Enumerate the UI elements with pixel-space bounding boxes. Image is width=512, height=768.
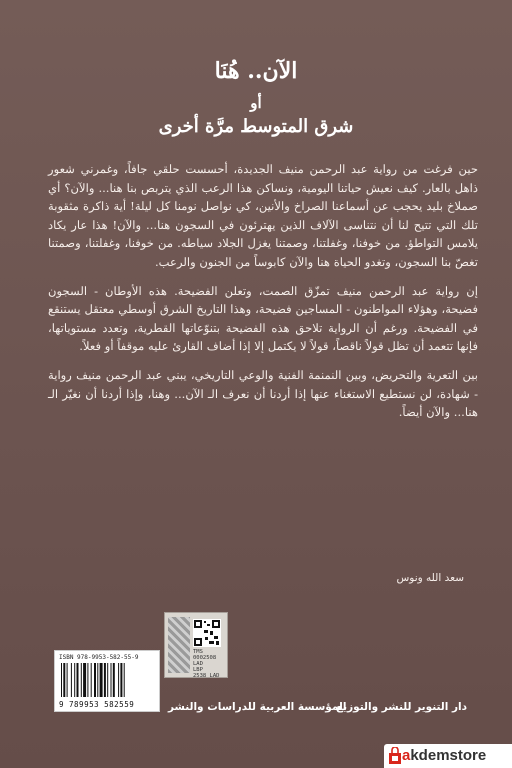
barcode-bar — [120, 663, 122, 697]
book-subtitle: شرق المتوسط مرَّة أخرى — [158, 116, 354, 137]
barcode-bar — [97, 663, 98, 697]
blurb-paragraph-3: بين التعرية والتحريض، وبين النمنمة الفنية والوعي التاريخي، يبني عبد الرحمن منيف رواية - شهادة، لن نستطيع الاستغناء عنها إذا أردنا أن نعرف الـ الآن... وهنا، وإذا أردنا أن نغيّر الـ هنا... والآن أيضاً. — [48, 367, 478, 420]
barcode-bar — [63, 663, 65, 697]
store-watermark — [384, 744, 512, 768]
barcode-bar — [104, 663, 106, 697]
barcode-bar — [87, 663, 88, 697]
hologram-icon — [168, 617, 190, 673]
barcode-bar — [124, 663, 125, 697]
barcode-bar — [107, 663, 108, 697]
publisher-arab-institute: المؤسسة العربية للدراسات والنشر — [168, 701, 347, 713]
store-logo-icon — [388, 747, 402, 765]
store-brand-text: akdemstore — [402, 747, 487, 764]
barcode-bar — [77, 663, 79, 697]
barcode-bar — [111, 663, 112, 697]
barcode-bar — [61, 663, 62, 697]
barcode-bar — [81, 663, 82, 697]
barcode-bar — [74, 663, 75, 697]
sticker-line: LBP — [193, 667, 203, 673]
barcode-bar — [118, 663, 119, 697]
barcode-icon — [61, 663, 153, 697]
barcode-bar — [113, 663, 115, 697]
price-sticker — [164, 612, 228, 678]
book-title: الآن.. هُنَا — [214, 58, 298, 84]
sticker-line: 0002508 — [193, 655, 217, 661]
blurb-paragraph-2: إن رواية عبد الرحمن منيف تمزّق الصمت، وتعلن الفضيحة. هذه الأوطان - السجون فضيحة، وهؤلاء المواطنون - المساجين فضيحة، وهذا التاريخ الشرق أوسطي معتقل يستنقع في الفضيحة. ورغم أن الرواية تلاحق هذه الفضيحة بتنوّعاتها القطرية، وتعدد مستوياتها، فإنها تتعمد أن تظل قولاً ناقصاً، قولاً لا يكتمل إلا إذا أضاف القارئ عليه موقفاً أو فعلاً. — [48, 283, 478, 354]
blurb-signature: سعد الله ونوس — [396, 572, 464, 584]
blurb-paragraph-1: حين فرغت من رواية عبد الرحمن منيف الجديدة، أحسست حلقي جافاً، وغمرني شعور ذاهل بالعار. كيف نعيش حياتنا اليومية، ونساكن هذا الرعب الذي يتربص بنا هنا... والآن؟ أي صملاخ بليد يحجب عن أسماعنا الصراخ والأنين، كي نواصل نومنا كل ليلة! أية ذاكرة مثقوبة تلك التي تتيح لنا أن نتناسى الآلاف الذين يهترئون في السجون هنا... والآن! هذا عار يكاد يلامس التواطؤ. من خوفنا، وغفلتنا، وصمتنا يغزل الجلاد سياطه. من خوفنا، وغفلتنا، وصمتنا تغصّ بنا السجون، وتغدو الحياة هنا والآن كابوساً من الجنون والرعب. — [48, 162, 478, 269]
barcode-bar — [67, 663, 68, 697]
barcode-bar — [91, 663, 92, 697]
publisher-tanweer: دار التنوير للنشر والتوزيع — [336, 701, 467, 713]
qr-code-icon — [193, 619, 221, 647]
isbn-number: 9 789953 582559 — [59, 700, 135, 709]
barcode-bar — [71, 663, 72, 697]
sticker-line: LAD — [193, 661, 203, 667]
barcode-bar — [100, 663, 103, 697]
sticker-line: TMS — [193, 649, 203, 655]
title-block — [0, 58, 512, 137]
sticker-line: 2538 LAD — [193, 673, 220, 679]
isbn-barcode — [54, 650, 160, 712]
blurb-text — [48, 160, 478, 432]
sticker-code — [193, 649, 220, 679]
barcode-bar — [94, 663, 96, 697]
barcode-bar — [83, 663, 86, 697]
isbn-label: ISBN 978-9953-582-55-9 — [59, 654, 139, 661]
title-connector: أو — [250, 94, 262, 112]
